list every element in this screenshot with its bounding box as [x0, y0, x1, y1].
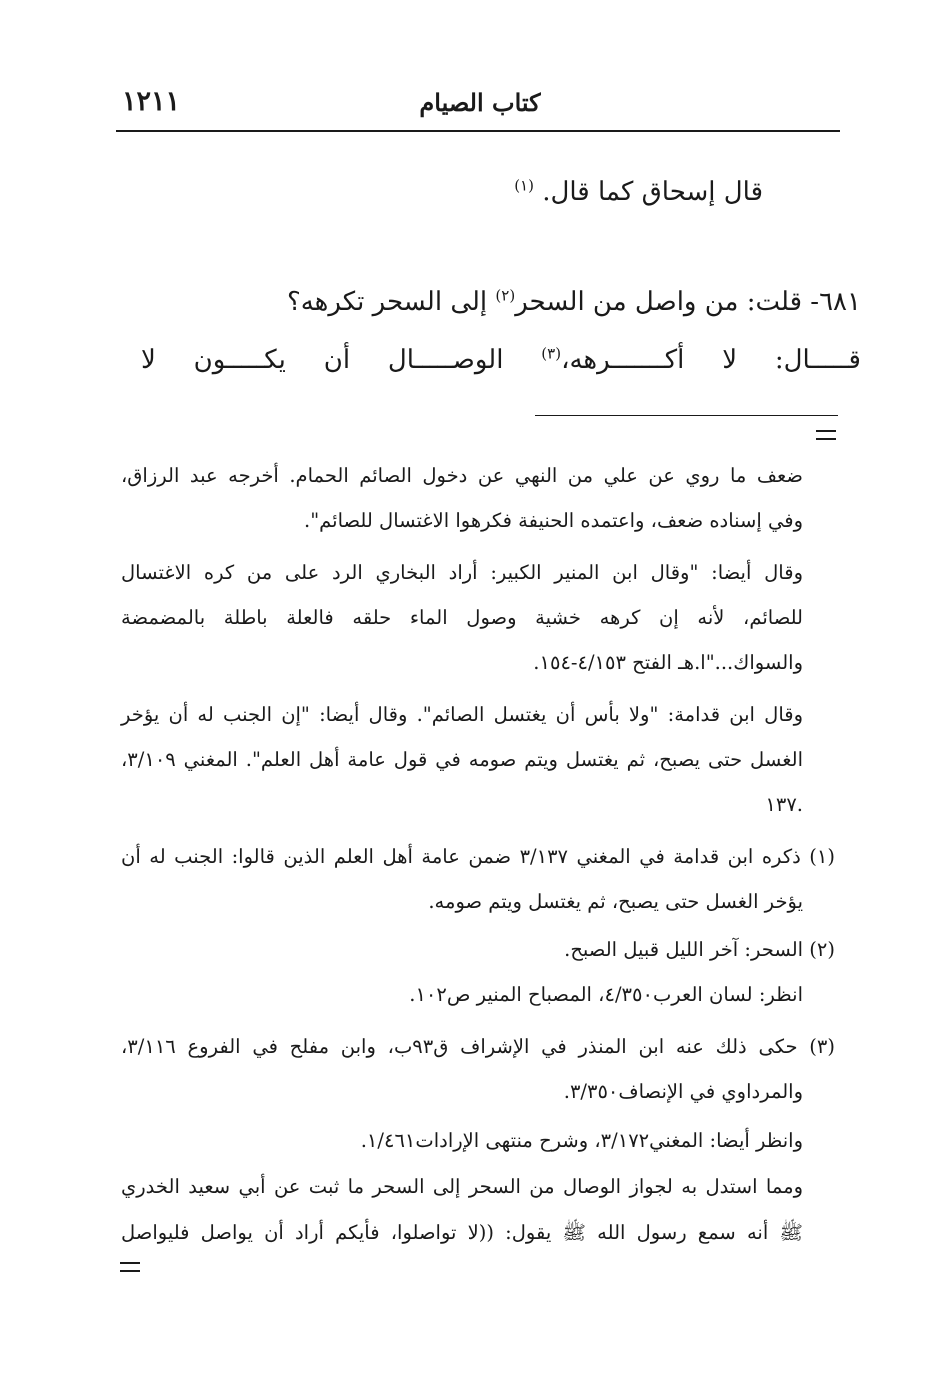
- footnote-continued-line: للصائم، لأنه إن كرهه خشية وصول الماء حلقه فالعلة باطلة بالمضمضة: [121, 606, 803, 629]
- running-title: كتاب الصيام: [419, 88, 541, 117]
- footnote-continued-line: والسواك..."ا.هـ الفتح ٤/١٥٣-١٥٤.: [533, 651, 803, 674]
- question-text-start: ٦٨١- قلت: من واصل من السحر: [515, 287, 861, 317]
- footnote-1: (١) ذكره ابن قدامة في المغني ٣/١٣٧ ضمن عامة أهل العلم الذين قالوا: الجنب له أن: [121, 845, 835, 868]
- footnote-2-cont: انظر: لسان العرب٤/٣٥٠، المصباح المنير ص١٠٢.: [409, 983, 803, 1006]
- header-rule: [116, 130, 840, 132]
- answer-text-end: الوصـــــال أن يكـــــون لا: [141, 345, 542, 375]
- question-text-end: إلى السحر تكرهه؟: [286, 287, 496, 317]
- footnote-3-cont: وانظر أيضا: المغني٣/١٧٢، وشرح منتهى الإرادات١/٤٦١.: [360, 1129, 803, 1152]
- footnote-3-cont: والمرداوي في الإنصاف٣/٣٥٠.: [563, 1080, 803, 1103]
- footnote-1-cont: يؤخر الغسل حتى يصبح، ثم يغتسل ويتم صومه.: [428, 890, 803, 913]
- footnote-3-cont: ﷺ أنه سمع رسول الله ﷺ يقول: ((لا تواصلوا، فأيكم أراد أن يواصل فليواصل: [121, 1221, 803, 1244]
- footnote-3: (٣) حكى ذلك عنه ابن المنذر في الإشراف ق٩٣ب، وابن مفلح في الفروع ٣/١١٦،: [121, 1035, 835, 1058]
- footnote-2: (٢) السحر: آخر الليل قبيل الصبح.: [564, 938, 835, 961]
- main-line-ishaq: [514, 172, 763, 212]
- footnote-ref-3: (٣): [541, 344, 562, 363]
- footnote-continued-line: .١٣٧: [765, 793, 803, 816]
- page-number: ١٢١١: [122, 86, 181, 117]
- footnote-ref-2: (٢): [495, 286, 516, 305]
- footnote-ref-1: (١): [514, 176, 534, 195]
- footnote-continued-line: وقال ابن قدامة: "ولا بأس أن يغتسل الصائم". وقال أيضا: "إن الجنب له أن يؤخر: [121, 703, 803, 726]
- main-text: قال إسحاق كما قال.: [542, 177, 763, 207]
- answer-text-mid: ه،: [561, 345, 584, 375]
- answer-text-start: قـــــال: لا أكـــــــره: [583, 345, 861, 375]
- footnote-continued-line: وقال أيضا: "وقال ابن المنير الكبير: أراد البخاري الرد على من كره الاغتسال: [121, 561, 803, 584]
- continuation-mark-bottom: [120, 1262, 140, 1272]
- footnote-3-cont: ومما استدل به لجواز الوصال من السحر إلى السحر ما ثبت عن أبي سعيد الخدري: [121, 1175, 803, 1198]
- answer-681: [141, 340, 861, 380]
- question-681: [287, 282, 861, 322]
- continuation-mark-top: [816, 430, 836, 440]
- footnote-separator: [535, 415, 838, 416]
- footnote-continued-line: وفي إسناده ضعف، واعتمده الحنيفة فكرهوا الاغتسال للصائم".: [304, 509, 803, 532]
- footnote-continued-line: ضعف ما روي عن علي من النهي عن دخول الصائم الحمام. أخرجه عبد الرزاق،: [121, 464, 803, 487]
- footnote-continued-line: الغسل حتى يصبح، ثم يغتسل ويتم صومه في قول عامة أهل العلم". المغني ٣/١٠٩،: [121, 748, 803, 771]
